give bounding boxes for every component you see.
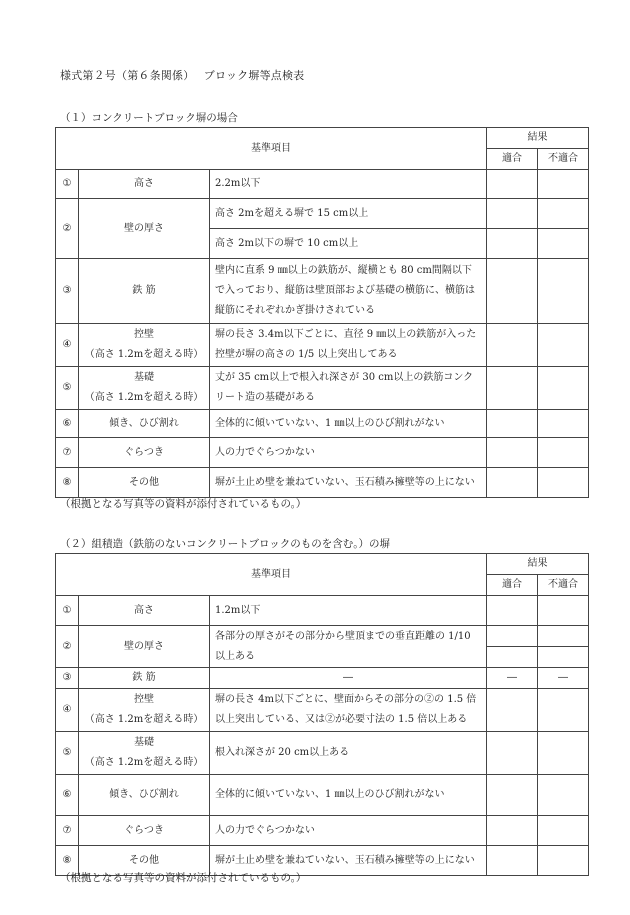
- row-number: ⑦: [56, 438, 79, 468]
- row-criteria: 全体的に傾いていない、1 ㎜以上のひび割れがない: [210, 775, 487, 816]
- result-tekigo-cell[interactable]: [487, 367, 538, 410]
- header-kekka: 結果: [487, 128, 589, 149]
- row-item-condition: （高さ 1.2mを超える時）: [84, 392, 204, 403]
- row-criteria: 高さ 2m以下の塀で 10 cm以上: [210, 229, 487, 259]
- section2-note: （根拠となる写真等の資料が添付されているもの。）: [60, 872, 307, 884]
- row-number: ⑥: [56, 410, 79, 438]
- result-tekigo-dash: ―: [487, 668, 538, 689]
- header-kekka: 結果: [487, 554, 589, 575]
- row-item: 控壁: [134, 329, 154, 340]
- result-tekigo-cell[interactable]: [487, 468, 538, 498]
- row-item-condition: （高さ 1.2mを超える時）: [84, 349, 204, 360]
- row-item-group: [79, 689, 210, 732]
- result-futekigo-cell[interactable]: [538, 846, 589, 876]
- row-criteria: 全体的に傾いていない、1 ㎜以上のひび割れがない: [210, 410, 487, 438]
- row-number: ⑤: [56, 732, 79, 775]
- row-item: その他: [79, 846, 210, 876]
- row-number: ③: [56, 668, 79, 689]
- result-futekigo-cell[interactable]: [538, 199, 589, 229]
- row-item: その他: [79, 468, 210, 498]
- row-number: ③: [56, 259, 79, 324]
- result-futekigo-cell[interactable]: [538, 775, 589, 816]
- row-criteria: 1.2m以下: [210, 596, 487, 626]
- header-futekigo: 不適合: [538, 575, 589, 596]
- row-criteria: 高さ 2mを超える塀で 15 cm以上: [210, 199, 487, 229]
- result-tekigo-cell[interactable]: [487, 199, 538, 229]
- section2-title: （２）組積造（鉄筋のないコンクリートブロックのものを含む。）の塀: [60, 538, 391, 550]
- result-futekigo-cell[interactable]: [538, 732, 589, 775]
- result-futekigo-cell[interactable]: [538, 438, 589, 468]
- header-kijun: 基準項目: [56, 554, 487, 596]
- form-title: 様式第２号（第６条関係） ブロック塀等点検表: [60, 69, 305, 82]
- result-tekigo-cell[interactable]: [487, 626, 538, 647]
- row-number: ④: [56, 689, 79, 732]
- result-futekigo-cell[interactable]: [538, 170, 589, 199]
- row-criteria: 塀の長さ 4m以下ごとに、壁面からその部分の②の 1.5 倍以上突出している、又は②が必要寸法の 1.5 倍以上ある: [210, 689, 487, 732]
- result-futekigo-cell[interactable]: [538, 324, 589, 367]
- row-criteria: 2.2m以下: [210, 170, 487, 199]
- row-item: 壁の厚さ: [79, 199, 210, 259]
- result-tekigo-cell[interactable]: [487, 732, 538, 775]
- row-criteria: 壁内に直系 9 ㎜以上の鉄筋が、縦横とも 80 cm間隔以下で入っており、縦筋は壁頂部および基礎の横筋に、横筋は縦筋にそれぞれかぎ掛けされている: [210, 259, 487, 324]
- row-number: ②: [56, 626, 79, 668]
- row-item-group: [79, 324, 210, 367]
- row-criteria: 人の力でぐらつかない: [210, 438, 487, 468]
- result-futekigo-cell[interactable]: [538, 647, 589, 668]
- result-tekigo-cell[interactable]: [487, 438, 538, 468]
- row-item: 傾き、ひび割れ: [79, 410, 210, 438]
- result-futekigo-cell[interactable]: [538, 689, 589, 732]
- result-tekigo-cell[interactable]: [487, 170, 538, 199]
- row-criteria: 各部分の厚さがその部分から壁頂までの垂直距離の 1/10 以上ある: [210, 626, 487, 668]
- row-criteria: 塀の長さ 3.4m以下ごとに、直径 9 ㎜以上の鉄筋が入った控壁が塀の高さの 1/5 以上突出してある: [210, 324, 487, 367]
- row-criteria: ―: [210, 668, 487, 689]
- row-criteria: 塀が土止め壁を兼ねていない、玉石積み擁壁等の上にない: [210, 846, 487, 876]
- row-item: ぐらつき: [79, 438, 210, 468]
- result-futekigo-cell[interactable]: [538, 410, 589, 438]
- row-item: 高さ: [79, 596, 210, 626]
- row-criteria: 丈が 35 cm以上で根入れ深さが 30 cm以上の鉄筋コンクリート造の基礎がある: [210, 367, 487, 410]
- result-futekigo-cell[interactable]: [538, 229, 589, 259]
- row-item: 壁の厚さ: [79, 626, 210, 668]
- result-tekigo-cell[interactable]: [487, 775, 538, 816]
- row-item: 傾き、ひび割れ: [79, 775, 210, 816]
- result-tekigo-cell[interactable]: [487, 846, 538, 876]
- row-number: ⑤: [56, 367, 79, 410]
- result-tekigo-cell[interactable]: [487, 596, 538, 626]
- row-item: ぐらつき: [79, 816, 210, 846]
- row-number: ⑦: [56, 816, 79, 846]
- row-number: ①: [56, 170, 79, 199]
- result-futekigo-cell[interactable]: [538, 259, 589, 324]
- result-futekigo-cell[interactable]: [538, 468, 589, 498]
- result-futekigo-dash: ―: [538, 668, 589, 689]
- row-number: ⑧: [56, 846, 79, 876]
- result-futekigo-cell[interactable]: [538, 367, 589, 410]
- row-number: ①: [56, 596, 79, 626]
- row-item-group: [79, 732, 210, 775]
- row-item: 基礎: [134, 737, 154, 748]
- section2-table: [55, 553, 589, 876]
- section1-title: （１）コンクリートブロック塀の場合: [60, 112, 238, 124]
- result-tekigo-cell[interactable]: [487, 689, 538, 732]
- result-tekigo-cell[interactable]: [487, 647, 538, 668]
- section1-table: [55, 127, 589, 498]
- row-item: 基礎: [134, 372, 154, 383]
- header-tekigo: 適合: [487, 149, 538, 170]
- row-criteria: 根入れ深さが 20 cm以上ある: [210, 732, 487, 775]
- row-number: ②: [56, 199, 79, 259]
- row-number: ⑧: [56, 468, 79, 498]
- result-futekigo-cell[interactable]: [538, 816, 589, 846]
- row-item: 鉄 筋: [79, 668, 210, 689]
- row-item-condition: （高さ 1.2mを超える時）: [84, 714, 204, 725]
- result-tekigo-cell[interactable]: [487, 259, 538, 324]
- row-item: 高さ: [79, 170, 210, 199]
- row-item: 鉄 筋: [79, 259, 210, 324]
- result-tekigo-cell[interactable]: [487, 229, 538, 259]
- result-tekigo-cell[interactable]: [487, 816, 538, 846]
- row-criteria: 人の力でぐらつかない: [210, 816, 487, 846]
- header-futekigo: 不適合: [538, 149, 589, 170]
- section1-note: （根拠となる写真等の資料が添付されているもの。）: [60, 498, 307, 510]
- header-kijun: 基準項目: [56, 128, 487, 170]
- row-number: ④: [56, 324, 79, 367]
- result-futekigo-cell[interactable]: [538, 596, 589, 626]
- row-criteria: 塀が土止め壁を兼ねていない、玉石積み擁壁等の上にない: [210, 468, 487, 498]
- row-number: ⑥: [56, 775, 79, 816]
- result-futekigo-cell[interactable]: [538, 626, 589, 647]
- result-tekigo-cell[interactable]: [487, 410, 538, 438]
- row-item-condition: （高さ 1.2mを超える時）: [84, 757, 204, 768]
- row-item-group: [79, 367, 210, 410]
- row-item: 控壁: [134, 694, 154, 705]
- header-tekigo: 適合: [487, 575, 538, 596]
- result-tekigo-cell[interactable]: [487, 324, 538, 367]
